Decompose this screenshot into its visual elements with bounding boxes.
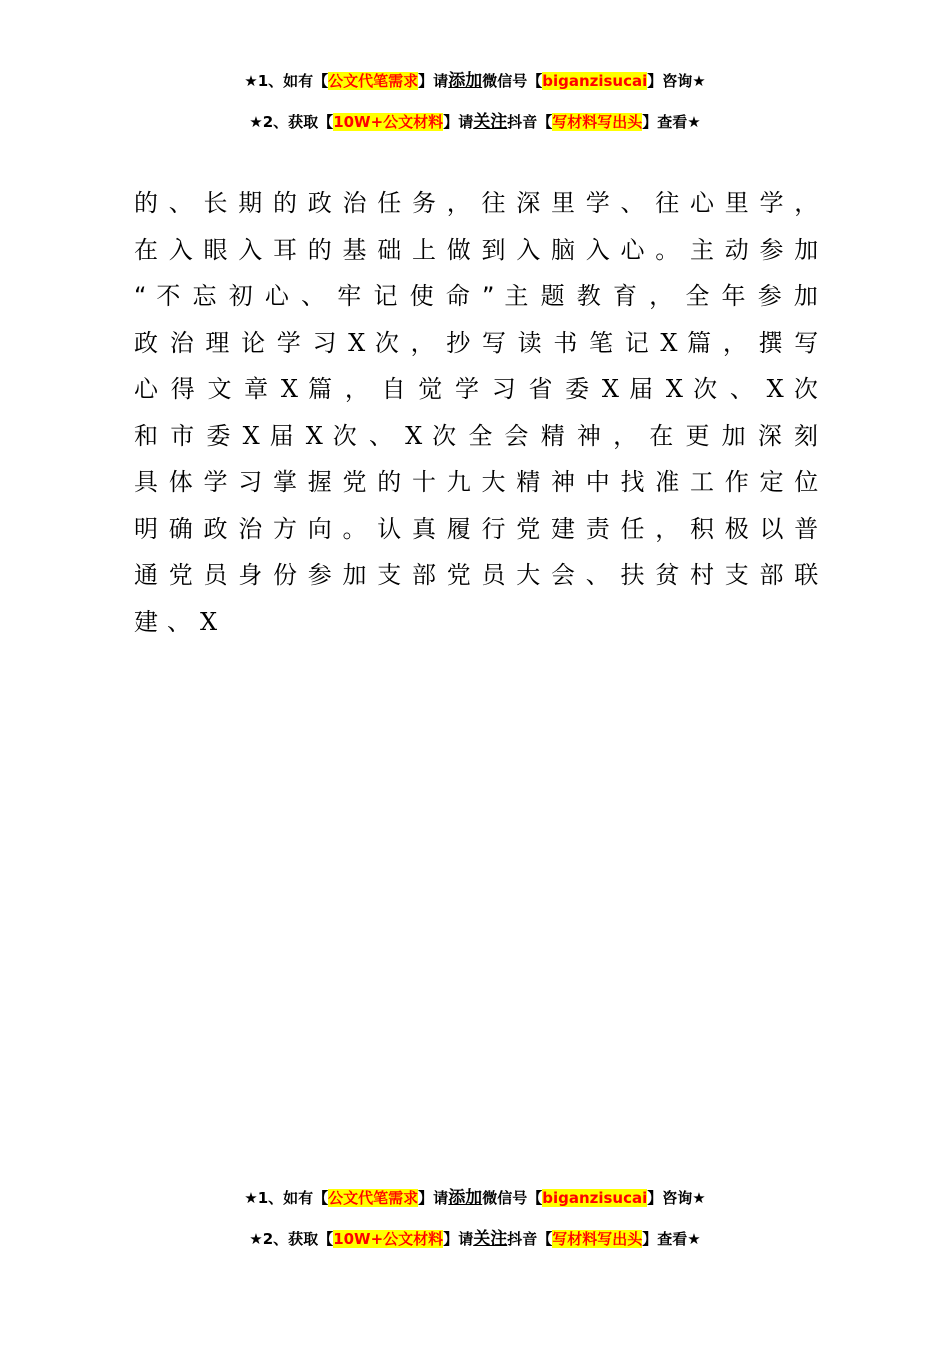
body-line: “ 不 忘 初 心 、 牢 记 使 命 ” 主 题 教 育 ， 全 年 参 加 (134, 282, 818, 310)
promo-mid-2: 微信号【 (482, 72, 543, 90)
promo-suffix: 】咨询★ (647, 1189, 706, 1207)
promo-prefix: ★2、获取【 (249, 113, 334, 131)
promo-suffix: 】咨询★ (647, 72, 706, 90)
promo-mid: 】请 (443, 1230, 474, 1248)
promo-suffix: 】查看★ (642, 113, 701, 131)
promo-prefix: ★1、如有【 (244, 1189, 329, 1207)
footer-promo-line-2 (0, 1228, 950, 1250)
promo-mid-2: 抖音【 (507, 1230, 553, 1248)
body-line: 和 市 委 X 届 X 次 、 X 次 全 会 精 神 ， 在 更 加 深 刻 (134, 421, 818, 450)
promo-suffix: 】查看★ (642, 1230, 701, 1248)
body-line: 在 入 眼 入 耳 的 基 础 上 做 到 入 脑 入 心 。 主 动 参 加 (134, 235, 819, 264)
promo-emphasis: 关注 (473, 1229, 508, 1249)
promo-mid-2: 抖音【 (507, 113, 553, 131)
promo-highlight-materials: 10W+公文材料 (333, 113, 444, 131)
promo-highlight-wechat-id: biganzisucai (542, 1189, 648, 1207)
promo-mid: 】请 (418, 72, 449, 90)
promo-highlight-materials: 10W+公文材料 (333, 1230, 444, 1248)
promo-prefix: ★2、获取【 (249, 1230, 334, 1248)
body-paragraph (134, 180, 818, 645)
promo-emphasis: 关注 (473, 112, 508, 132)
body-line: 明 确 政 治 方 向 。 认 真 履 行 党 建 责 任 ， 积 极 以 普 (134, 514, 819, 543)
promo-highlight-service: 公文代笔需求 (328, 1189, 419, 1207)
body-line: 心 得 文 章 X 篇 ， 自 觉 学 习 省 委 X 届 X 次 、 X 次 (134, 375, 818, 403)
promo-highlight-wechat-id: biganzisucai (542, 72, 648, 90)
promo-highlight-douyin-id: 写材料写出头 (552, 1230, 643, 1248)
body-line: 的 、 长 期 的 政 治 任 务 ， 往 深 里 学 、 往 心 里 学 ， (134, 189, 819, 217)
header-promo-line-1 (0, 70, 950, 92)
body-line: 政 治 理 论 学 习 X 次 ， 抄 写 读 书 笔 记 X 篇 ， 撰 写 (134, 328, 819, 357)
body-line: 具 体 学 习 掌 握 党 的 十 九 大 精 神 中 找 准 工 作 定 位 (134, 468, 819, 496)
promo-emphasis: 添加 (448, 1188, 483, 1208)
promo-mid: 】请 (418, 1189, 449, 1207)
promo-highlight-douyin-id: 写材料写出头 (552, 113, 643, 131)
header-promo-line-2 (0, 111, 950, 133)
promo-prefix: ★1、如有【 (244, 72, 329, 90)
promo-highlight-service: 公文代笔需求 (328, 72, 419, 90)
body-line: 通 党 员 身 份 参 加 支 部 党 员 大 会 、 扶 贫 村 支 部 联 (134, 561, 819, 589)
promo-emphasis: 添加 (448, 71, 483, 91)
body-line: 建、X (134, 607, 227, 636)
promo-mid-2: 微信号【 (482, 1189, 543, 1207)
footer-promo-line-1 (0, 1187, 950, 1209)
promo-mid: 】请 (443, 113, 474, 131)
